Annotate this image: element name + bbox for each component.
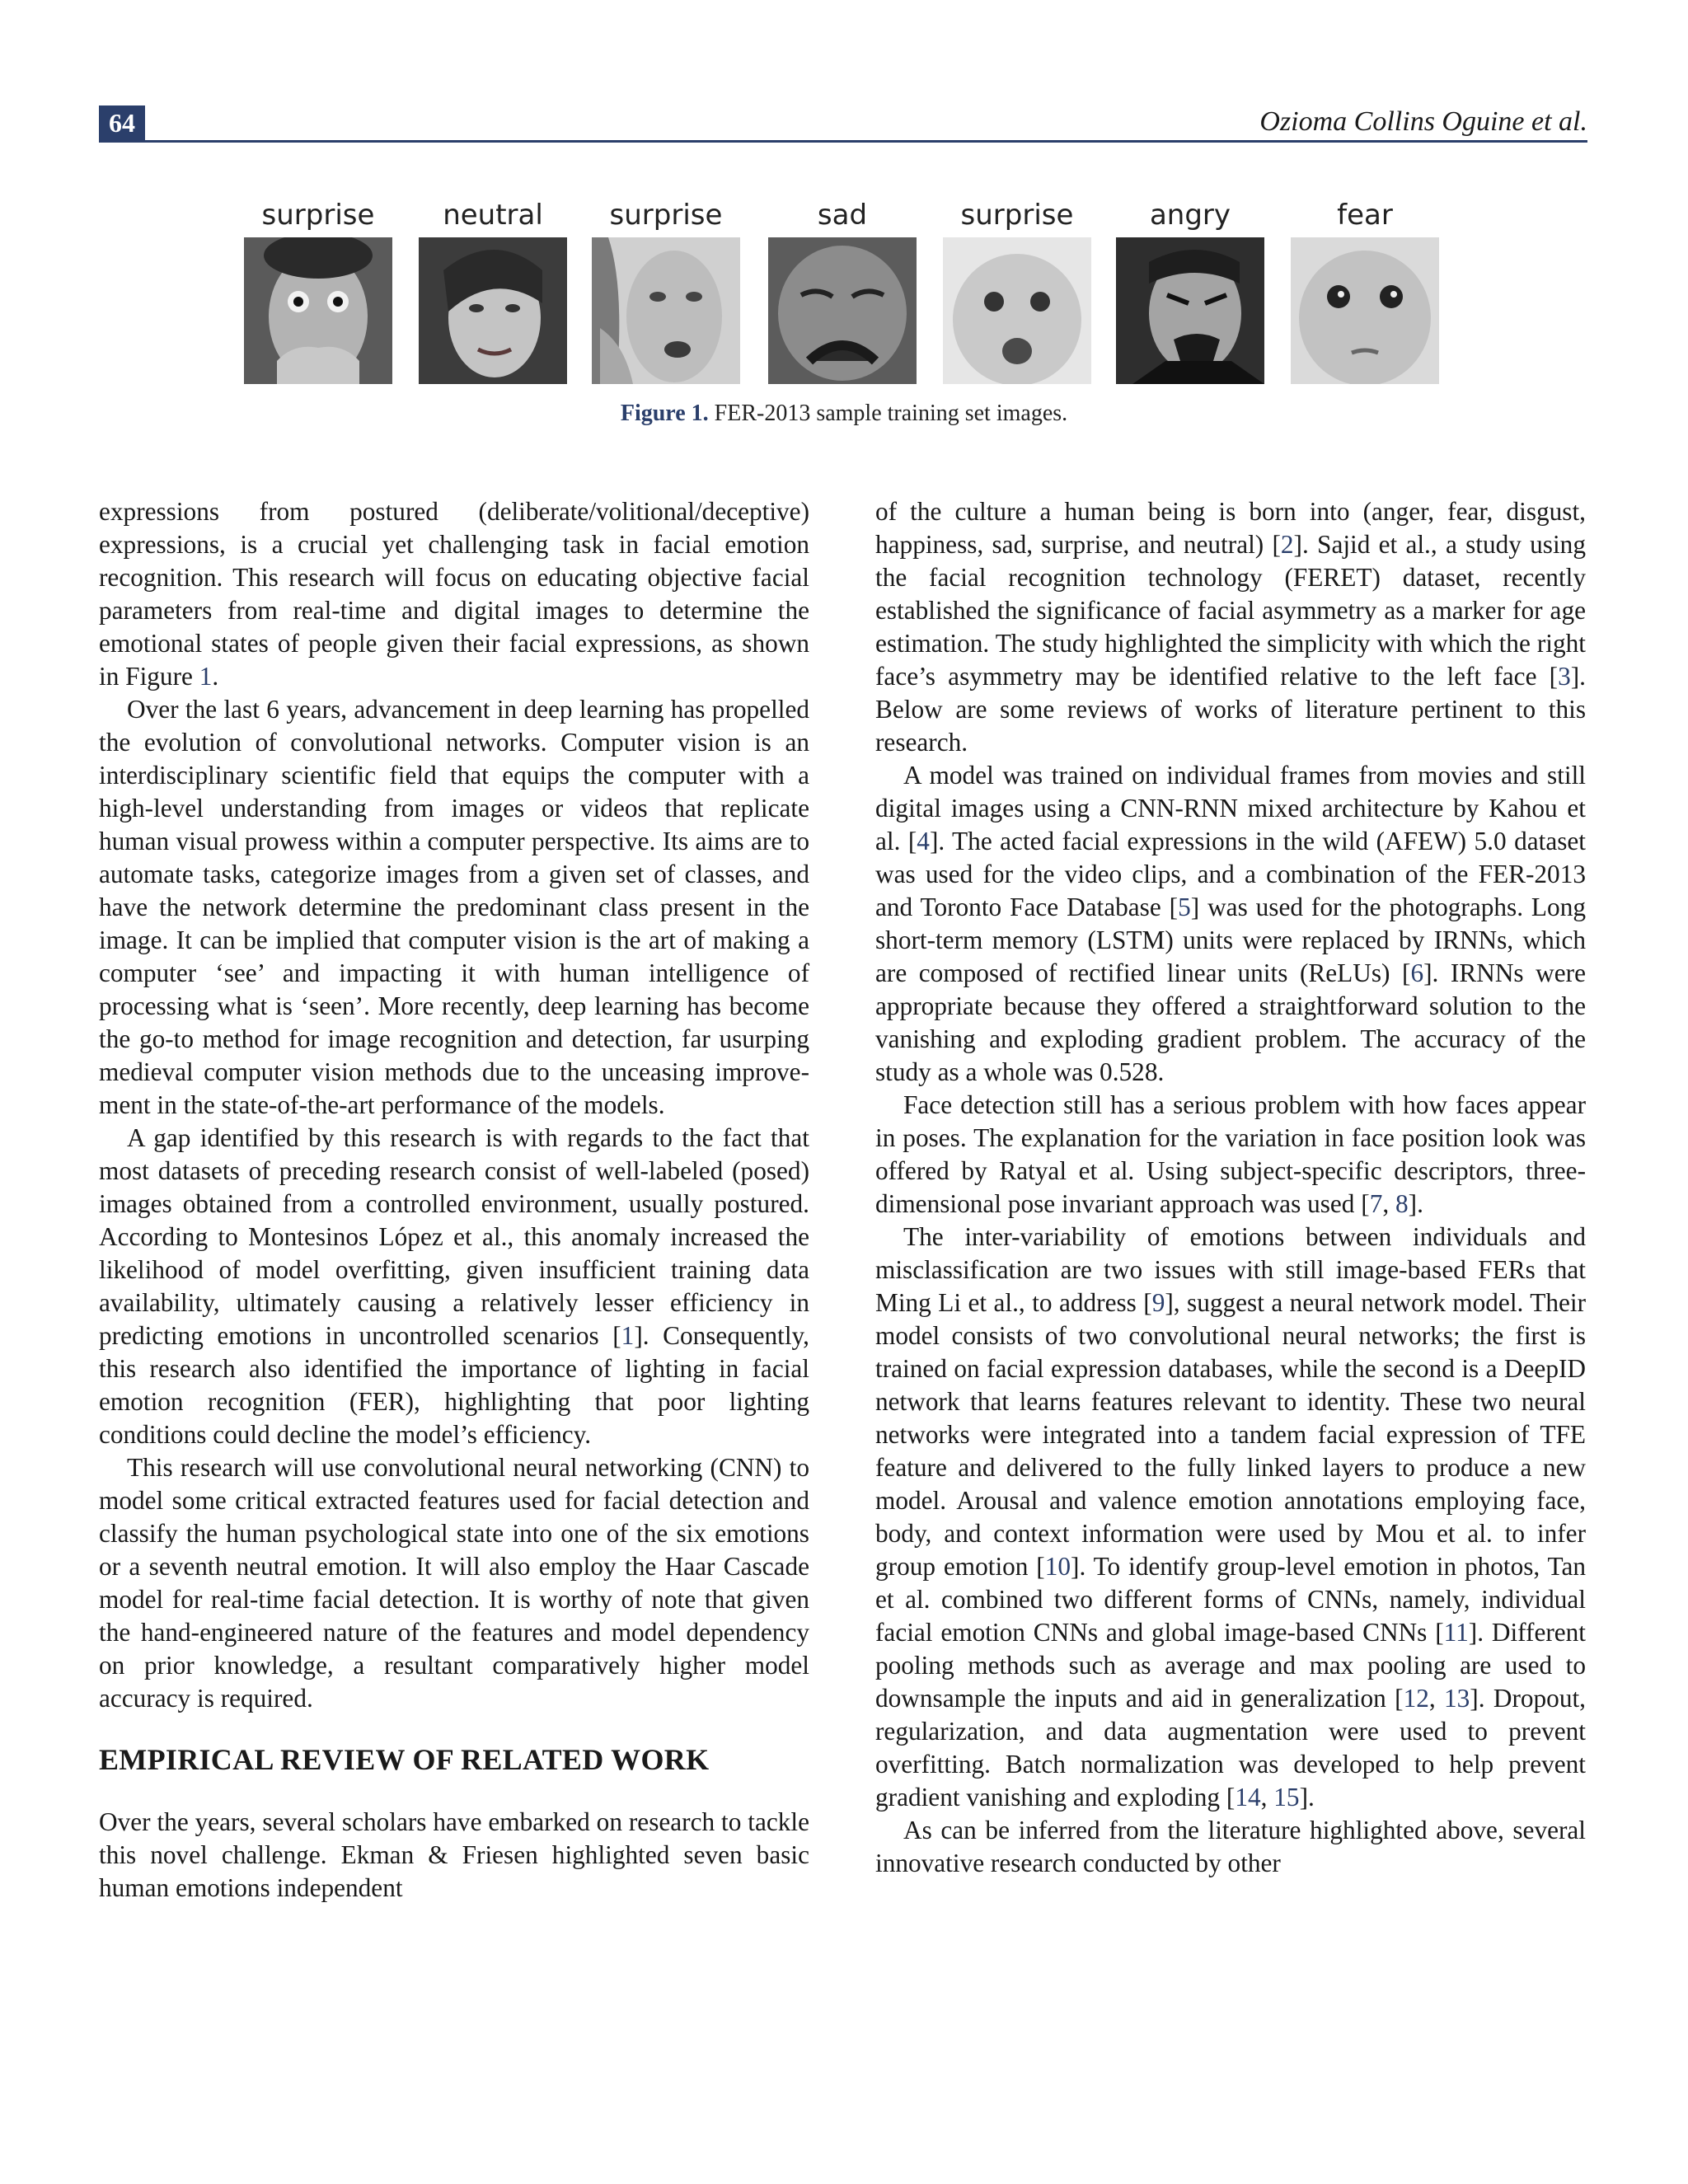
citation-link[interactable]: 14 (1235, 1783, 1261, 1811)
face-sad-icon (768, 237, 917, 384)
figure-caption (0, 401, 1688, 427)
text-run: A model was trained on individual frames from movies and still digital images using a CNN-RNN mixed architecture by Kahou et al. [ (875, 761, 1586, 855)
citation-link[interactable]: 1 (621, 1321, 635, 1350)
figure-1 (244, 196, 1444, 386)
text-run: ]. Below are some reviews of works of literature pertinent to this research. (875, 662, 1586, 757)
face-label: sad (817, 199, 868, 232)
paragraph: This research will use convolutional neural networking (CNN) to model some critical extracted features used for facial detection and classify the human psychological state into one of the six emotions or a seventh neutral emotion. It will also employ the Haar Cascade model for real-time facial detection. It is worthy of note that given the hand-engineered nature of the features and model dependency on prior knowledge, a resultant comparatively higher model accuracy is required. (99, 1453, 809, 1713)
face-surprise-icon (592, 237, 740, 384)
figure-label: Figure 1. (620, 401, 709, 426)
face-sample (244, 196, 392, 384)
citation-link[interactable]: 15 (1273, 1783, 1300, 1811)
citation-link[interactable]: 4 (917, 827, 930, 855)
paragraph (99, 495, 809, 693)
text-run: ]. Sajid et al., a study using the facial recognition technology (FERET) dataset, recently established the significance of facial asymmetry as a marker for age estimation. The study highlighted the simplicity with which the right face’s asymmetry may be identified relative to the left face [ (875, 530, 1586, 691)
face-fear-icon (1291, 237, 1439, 384)
face-label: surprise (960, 199, 1074, 232)
citation-link[interactable]: 7 (1369, 1189, 1383, 1218)
text-run: ]. The acted facial expressions in the wild (AFEW) 5.0 dataset was used for the video clips, and a combination of the FER-2013 and Toronto Face Database [ (875, 827, 1586, 921)
text-run: ]. Consequently, this research also identified the importance of lighting in facial emotion recognition (FER), highlighting that poor lighting conditions could decline the model’s efficiency. (99, 1321, 809, 1449)
citation-link[interactable]: 3 (1558, 662, 1571, 691)
face-label: angry (1149, 199, 1231, 232)
face-sample (419, 196, 567, 384)
figure-reference-link[interactable]: 1 (199, 662, 213, 691)
text-run: A gap identified by this research is with regards to the fact that most datasets of preceding research consist of well-labeled (posed) images obtained from a controlled environment, usually postured. According to Montesinos López et al., this anomaly increased the likelihood of model overfitting, given insufficient training data availability, ultimately causing a relatively lesser efficiency in predicting emotions in uncontrolled scenarios [ (99, 1123, 809, 1350)
paragraph (875, 1221, 1586, 1814)
face-angry-icon (1116, 237, 1264, 384)
face-label: neutral (443, 199, 543, 232)
text-run: ]. (1408, 1189, 1423, 1218)
header-rule (99, 140, 1587, 143)
paragraph (875, 759, 1586, 1089)
face-label: fear (1337, 199, 1393, 232)
face-sample (592, 196, 740, 384)
paragraph (875, 1089, 1586, 1221)
text-run: ]. IRNNs were appropriate because they offered a straightforward solution to the vanishing and exploding gradient problem. The accuracy of the study as a whole was 0.528. (875, 958, 1586, 1086)
text-run: ] was used for the photographs. Long short-term memory (LSTM) units were replaced by IRNNs, which are composed of rectified linear units (ReLUs) [ (875, 893, 1586, 987)
citation-link[interactable]: 8 (1395, 1189, 1409, 1218)
paragraph: As can be inferred from the literature highlighted above, several innovative research conducted by other (875, 1816, 1586, 1877)
text-run: of the culture a human being is born into (anger, fear, disgust, happiness, sad, surprise, and neutral) [ (875, 497, 1586, 559)
face-label: surprise (261, 199, 375, 232)
figure-caption-text: FER-2013 sample training set images. (708, 401, 1068, 426)
paragraph (875, 495, 1586, 759)
text-run: , (1382, 1189, 1395, 1218)
face-sample (768, 196, 917, 384)
citation-link[interactable]: 9 (1151, 1288, 1165, 1317)
page-header (99, 105, 1587, 142)
face-sample (1291, 196, 1439, 384)
text-run: , (1428, 1684, 1444, 1713)
text-run: ]. (1299, 1783, 1315, 1811)
face-sample (1116, 196, 1264, 384)
face-surprise-icon (943, 237, 1091, 384)
section-heading: EMPIRICAL REVIEW OF RELATED WORK (99, 1743, 710, 1776)
text-run: ]. Dropout, regularization, and data augmentation were used to prevent overfitting. Batch normalization was developed to help prevent gradient vanishing and exploding [ (875, 1684, 1586, 1811)
running-head: Ozioma Collins Oguine et al. (1259, 106, 1587, 137)
citation-link[interactable]: 5 (1178, 893, 1191, 921)
right-column (875, 495, 1586, 1880)
citation-link[interactable]: 11 (1443, 1618, 1469, 1647)
text-run: Face detection still has a serious problem with how faces appear in poses. The explanation for the variation in face position look was offered by Ratyal et al. Using subject-specific descriptors, three-dimensional pose invariant approach was used [ (875, 1090, 1586, 1218)
left-column (99, 495, 809, 1905)
citation-link[interactable]: 12 (1403, 1684, 1429, 1713)
text-run: ], suggest a neural network model. Their model consists of two convolutional neural networks; the first is trained on facial expression databases, while the second is a DeepID network that learns features relevant to identity. These two neural networks were integrated into a tandem facial expression of TFE feature and delivered to the fully linked layers to produce a new model. Arousal and valence emotion annotations employing face, body, and context information were used by Mou et al. to infer group emotion [ (875, 1288, 1586, 1581)
citation-link[interactable]: 2 (1280, 530, 1294, 559)
text-run: The inter-variability of emotions between individuals and misclassification are two issues with still image-based FERs that Ming Li et al., to address [ (875, 1222, 1586, 1317)
text-run: , (1260, 1783, 1274, 1811)
text-run: . (212, 662, 219, 691)
citation-link[interactable]: 6 (1410, 958, 1424, 987)
face-label: surprise (609, 199, 723, 232)
face-surprise-icon (244, 237, 392, 384)
page-number: 64 (99, 105, 145, 140)
paragraph: Over the last 6 years, advancement in deep learning has propelled the evolution of convolutional networks. Computer vision is an interdisciplinary scientific field that equips the computer with a high-level understanding from images or videos that replicate human visual prowess within a computer perspective. Its aims are to automate tasks, categorize images from a given set of classes, and have the network determine the predominant class present in the image. It can be implied that computer vision is the art of making a computer ‘see’ and impacting it with human intelligence of processing what is ‘seen’. More recently, deep learning has become the go-to method for image recognition and detection, far usurping medieval computer vision methods due to the unceasing improvement in the state-of-the-art performance of the models. (99, 695, 809, 1119)
paragraph: Over the years, several scholars have embarked on research to tackle this novel challenge. Ekman & Friesen highlighted seven basic human emotions independent (99, 1807, 809, 1902)
paragraph (99, 1122, 809, 1451)
citation-link[interactable]: 10 (1044, 1552, 1071, 1581)
text-run: ]. Different pooling methods such as average and max pooling are used to downsample the inputs and aid in generalization [ (875, 1618, 1587, 1713)
citation-link[interactable]: 13 (1444, 1684, 1470, 1713)
text-run: expressions from postured (deliberate/volitional/deceptive) expressions, is a crucial yet challenging task in facial emotion recognition. This research will focus on educating objective facial parameters from real-time and digital images to determine the emotional states of people given their facial expressions, as shown in Figure (99, 497, 809, 691)
face-neutral-icon (419, 237, 567, 384)
text-run: ]. To identify group-level emotion in photos, Tan et al. combined two different forms of CNNs, namely, individual facial emotion CNNs and global image-based CNNs [ (875, 1552, 1586, 1647)
face-sample (943, 196, 1091, 384)
